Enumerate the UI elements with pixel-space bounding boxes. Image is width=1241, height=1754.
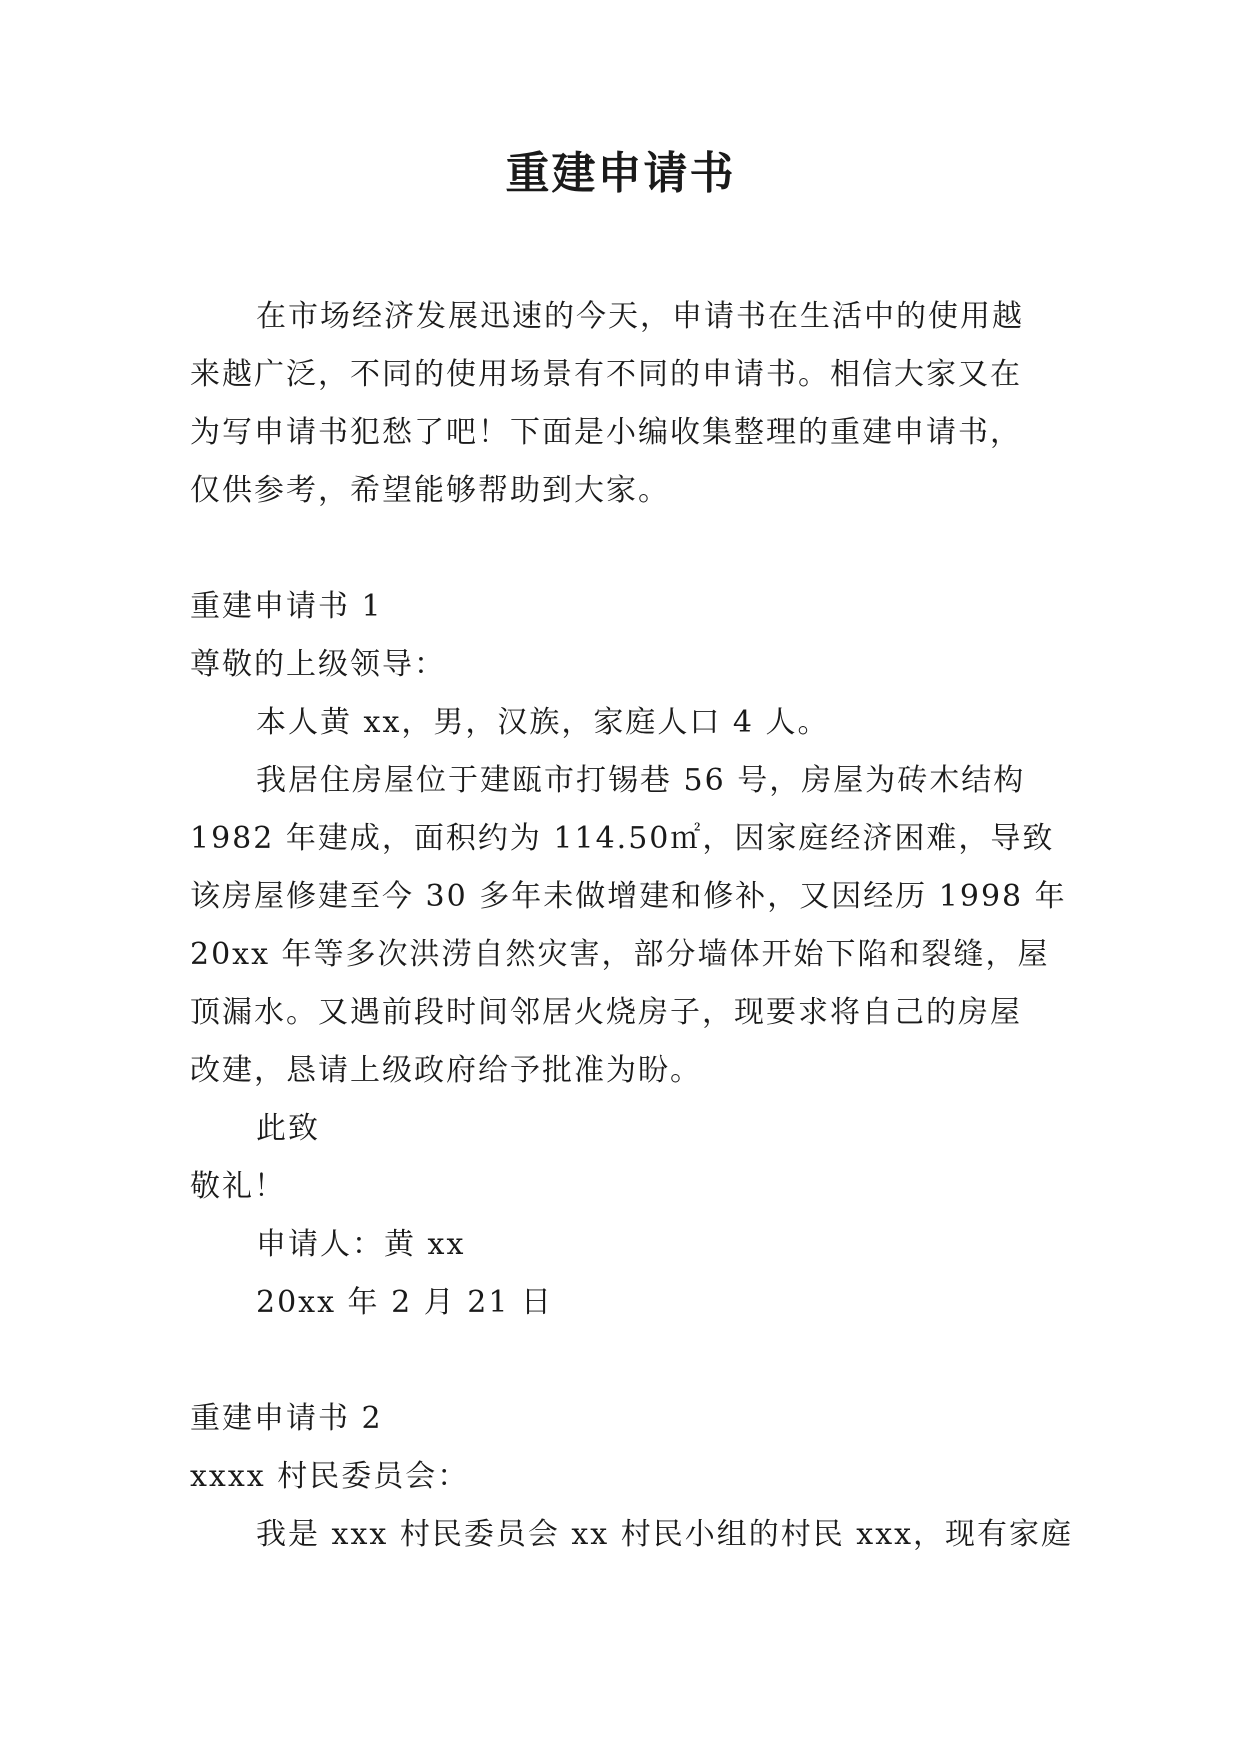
- section1-para2-line: 改建，恳请上级政府给予批准为盼。: [190, 1053, 702, 1088]
- section1-salutation: 尊敬的上级领导：: [190, 647, 446, 682]
- spacer: [190, 1332, 1060, 1390]
- intro-line: 在市场经济发展迅速的今天，申请书在生活中的使用越: [256, 299, 1024, 334]
- section1-heading: 重建申请书 1: [190, 589, 383, 624]
- section1-closing2: 敬礼！: [190, 1169, 286, 1204]
- section1-para2-line: 我居住房屋位于建瓯市打锡巷 56 号，房屋为砖木结构: [256, 763, 1026, 798]
- section2-para1: 我是 xxx 村民委员会 xx 村民小组的村民 xxx，现有家庭: [256, 1517, 1074, 1552]
- section1-para2-line: 20xx 年等多次洪涝自然灾害，部分墙体开始下陷和裂缝，屋: [190, 937, 1050, 972]
- document-body: [190, 288, 1074, 1564]
- section1-para2-line: 顶漏水。又遇前段时间邻居火烧房子，现要求将自己的房屋: [190, 995, 1022, 1030]
- section1-para2-line: 1982 年建成，面积约为 114.50㎡，因家庭经济困难，导致: [190, 821, 1055, 856]
- intro-line: 来越广泛，不同的使用场景有不同的申请书。相信大家又在: [190, 357, 1022, 392]
- section2-salutation: xxxx 村民委员会：: [190, 1459, 470, 1494]
- spacer: [190, 520, 1060, 578]
- section1-para2-line: 该房屋修建至今 30 多年未做增建和修补，又因经历 1998 年: [190, 879, 1067, 914]
- intro-line: 为写申请书犯愁了吧！下面是小编收集整理的重建申请书，: [190, 415, 1022, 450]
- intro-line: 仅供参考，希望能够帮助到大家。: [190, 473, 670, 508]
- section2-heading: 重建申请书 2: [190, 1401, 383, 1436]
- section1-closing1: 此致: [256, 1111, 320, 1146]
- section1-date: 20xx 年 2 月 21 日: [256, 1285, 553, 1320]
- section1-para1: 本人黄 xx，男，汉族，家庭人口 4 人。: [256, 705, 830, 740]
- document-title: 重建申请书: [505, 148, 736, 199]
- section1-applicant: 申请人：黄 xx: [256, 1227, 466, 1262]
